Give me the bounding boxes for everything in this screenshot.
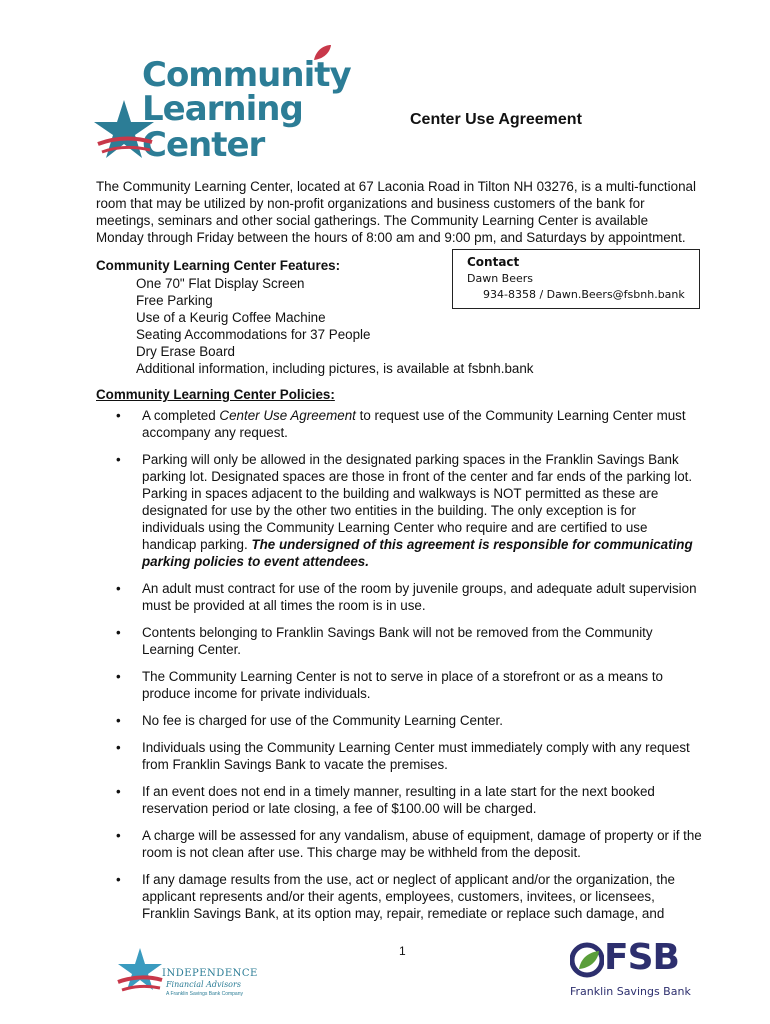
- independence-financial-advisors-logo: [116, 940, 258, 1002]
- policies-list: [96, 407, 702, 932]
- policy-item: [96, 580, 702, 614]
- policy-item: [96, 407, 702, 441]
- policy-text: An adult must contract for use of the room by juvenile groups, and adequate adult supervision must be provided at all times the room is in use.: [142, 581, 697, 613]
- page-title: Center Use Agreement: [410, 111, 582, 128]
- policy-emphasis: Center Use Agreement: [219, 408, 356, 423]
- bullet-icon: •: [116, 581, 121, 596]
- franklin-savings-bank-logo: [566, 937, 691, 1004]
- bullet-icon: •: [116, 625, 121, 640]
- bullet-icon: •: [116, 784, 121, 799]
- policy-item: [96, 668, 702, 702]
- policy-item: [96, 871, 702, 922]
- policy-item: [96, 783, 702, 817]
- bullet-icon: •: [116, 872, 121, 887]
- policy-text: Individuals using the Community Learning Center must immediately comply with any request from Franklin Savings Bank to vacate the premises.: [142, 740, 690, 772]
- policy-text: A completed: [142, 408, 220, 423]
- logo-text-community: Community: [142, 55, 351, 95]
- feature-item: Additional information, including pictures, is available at fsbnh.bank: [136, 361, 534, 376]
- policy-text: Contents belonging to Franklin Savings Bank will not be removed from the Community Learning Center.: [142, 625, 653, 657]
- bullet-icon: •: [116, 828, 121, 843]
- ifa-subtitle: Financial Advisors: [166, 980, 241, 989]
- bullet-icon: •: [116, 452, 121, 467]
- contact-heading: Contact: [467, 255, 520, 269]
- features-heading: Community Learning Center Features:: [96, 258, 341, 273]
- intro-paragraph: The Community Learning Center, located at 67 Laconia Road in Tilton NH 03276, is a multi-functional room that may be utilized by non-profit organizations and business customers of the bank for meetings, seminars and other social gatherings. The Community Learning Center is available Monday through Friday between the hours of 8:00 am and 9:00 pm, and Saturdays by appointment.: [96, 179, 696, 245]
- contact-name: Dawn Beers: [467, 272, 534, 285]
- bullet-icon: •: [116, 740, 121, 755]
- feature-item: Seating Accommodations for 37 People: [136, 327, 371, 342]
- policy-text: If an event does not end in a timely manner, resulting in a late start for the next booked reservation period or late closing, a fee of $100.00 will be charged.: [142, 784, 655, 816]
- policy-text: No fee is charged for use of the Community Learning Center.: [142, 713, 503, 728]
- policy-text: If any damage results from the use, act or neglect of applicant and/or the organization, the applicant represents and/or their agents, employees, customers, invitees, or licensees, Franklin Savings Bank, at its option may, repair, remediate or replace such damage, and: [142, 872, 675, 921]
- policies-heading-text: Community Learning Center Policies: [96, 387, 331, 402]
- fsb-letters: FSB: [604, 937, 679, 978]
- feature-item: Free Parking: [136, 293, 213, 308]
- feature-item: Dry Erase Board: [136, 344, 235, 359]
- bullet-icon: •: [116, 669, 121, 684]
- policy-item: [96, 451, 702, 570]
- policy-text: to request use of the Community Learning Center must accompany any request.: [142, 408, 686, 440]
- community-learning-center-logo: [94, 44, 364, 165]
- policy-emphasis: The undersigned of this agreement is responsible for communicating parking policies to event attendees.: [142, 537, 693, 569]
- bullet-icon: •: [116, 408, 121, 423]
- logo-text-center: Center: [142, 125, 265, 165]
- policy-item: [96, 712, 702, 729]
- policies-heading-colon: :: [330, 387, 335, 402]
- policy-text: A charge will be assessed for any vandalism, abuse of equipment, damage of property or if the room is not clean after use. This charge may be withheld from the deposit.: [142, 828, 702, 860]
- logo-text-learning: Learning: [142, 89, 303, 129]
- star-icon: [94, 98, 154, 162]
- policy-text: The Community Learning Center is not to serve in place of a storefront or as a means to produce income for private individuals.: [142, 669, 664, 701]
- contact-info: 934-8358 / Dawn.Beers@fsbnh.bank: [483, 288, 685, 301]
- contact-box: [452, 249, 700, 309]
- policy-item: [96, 739, 702, 773]
- ifa-star-icon: [116, 946, 164, 998]
- fsb-leaf-icon: [570, 942, 604, 978]
- policy-text: Parking will only be allowed in the designated parking spaces in the Franklin Savings Bank parking lot. Designated spaces are those in front of the center and far ends of the parking lot. Parking in spaces adjacent to the building and walkways is NOT permitted as these are designated for use by the other two entities in the building. The only exception is for individuals using the Community Learning Center who require and are certified to use handicap parking.: [142, 452, 693, 552]
- policy-item: [96, 624, 702, 658]
- ifa-tagline: A Franklin Savings Bank Company: [166, 991, 243, 997]
- feature-item: One 70" Flat Display Screen: [136, 276, 305, 291]
- policies-heading: [96, 387, 335, 402]
- page-number: 1: [399, 944, 406, 958]
- feature-item: Use of a Keurig Coffee Machine: [136, 310, 326, 325]
- fsb-name: Franklin Savings Bank: [570, 985, 691, 998]
- policy-item: [96, 827, 702, 861]
- ifa-name: INDEPENDENCE: [162, 968, 258, 979]
- bullet-icon: •: [116, 713, 121, 728]
